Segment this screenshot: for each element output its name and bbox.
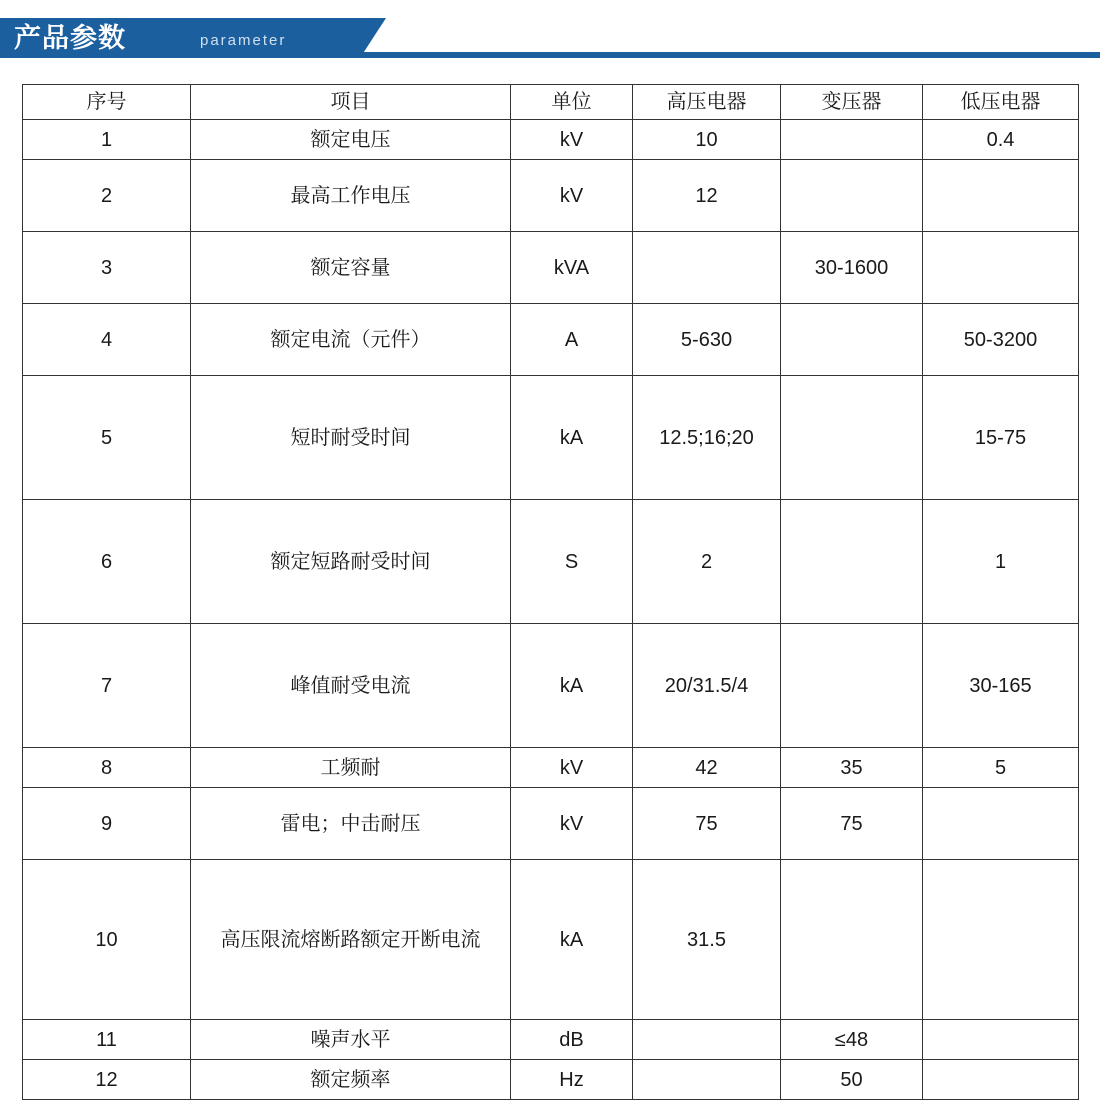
cell-high-voltage: 12 bbox=[633, 160, 781, 232]
cell-high-voltage: 75 bbox=[633, 788, 781, 860]
parameter-table-container bbox=[0, 62, 1100, 1100]
column-header-no: 序号 bbox=[23, 85, 191, 120]
column-header-item: 项目 bbox=[191, 85, 511, 120]
cell-low-voltage bbox=[923, 1060, 1079, 1100]
cell-unit: kV bbox=[511, 120, 633, 160]
cell-item: 高压限流熔断路额定开断电流 bbox=[191, 860, 511, 1020]
cell-unit: kV bbox=[511, 160, 633, 232]
cell-item: 额定频率 bbox=[191, 1060, 511, 1100]
cell-unit: kA bbox=[511, 376, 633, 500]
cell-high-voltage bbox=[633, 232, 781, 304]
table-row bbox=[23, 788, 1079, 860]
cell-item: 额定电流（元件） bbox=[191, 304, 511, 376]
cell-transformer bbox=[781, 376, 923, 500]
cell-high-voltage: 20/31.5/4 bbox=[633, 624, 781, 748]
cell-no: 4 bbox=[23, 304, 191, 376]
cell-no: 11 bbox=[23, 1020, 191, 1060]
table-header bbox=[23, 85, 1079, 120]
table-body bbox=[23, 120, 1079, 1100]
cell-transformer: 50 bbox=[781, 1060, 923, 1100]
cell-item: 噪声水平 bbox=[191, 1020, 511, 1060]
cell-low-voltage: 50-3200 bbox=[923, 304, 1079, 376]
cell-transformer bbox=[781, 860, 923, 1020]
cell-no: 10 bbox=[23, 860, 191, 1020]
cell-low-voltage: 1 bbox=[923, 500, 1079, 624]
table-row bbox=[23, 232, 1079, 304]
cell-transformer: 75 bbox=[781, 788, 923, 860]
cell-no: 3 bbox=[23, 232, 191, 304]
table-row bbox=[23, 500, 1079, 624]
cell-unit: dB bbox=[511, 1020, 633, 1060]
cell-high-voltage: 12.5;16;20 bbox=[633, 376, 781, 500]
cell-transformer: ≤48 bbox=[781, 1020, 923, 1060]
cell-low-voltage bbox=[923, 788, 1079, 860]
cell-transformer bbox=[781, 500, 923, 624]
cell-high-voltage: 2 bbox=[633, 500, 781, 624]
cell-item: 最高工作电压 bbox=[191, 160, 511, 232]
cell-no: 1 bbox=[23, 120, 191, 160]
header-underline bbox=[0, 52, 1100, 58]
cell-unit: kVA bbox=[511, 232, 633, 304]
column-header-high-voltage: 高压电器 bbox=[633, 85, 781, 120]
cell-low-voltage bbox=[923, 160, 1079, 232]
table-row bbox=[23, 624, 1079, 748]
table-row bbox=[23, 748, 1079, 788]
cell-no: 7 bbox=[23, 624, 191, 748]
cell-low-voltage bbox=[923, 860, 1079, 1020]
parameter-table bbox=[22, 84, 1079, 1100]
cell-item: 短时耐受时间 bbox=[191, 376, 511, 500]
cell-low-voltage: 0.4 bbox=[923, 120, 1079, 160]
cell-transformer bbox=[781, 160, 923, 232]
table-row bbox=[23, 304, 1079, 376]
cell-low-voltage bbox=[923, 1020, 1079, 1060]
cell-unit: kA bbox=[511, 860, 633, 1020]
cell-no: 9 bbox=[23, 788, 191, 860]
cell-item: 额定容量 bbox=[191, 232, 511, 304]
column-header-transformer: 变压器 bbox=[781, 85, 923, 120]
cell-unit: Hz bbox=[511, 1060, 633, 1100]
table-row bbox=[23, 860, 1079, 1020]
cell-item: 峰值耐受电流 bbox=[191, 624, 511, 748]
cell-transformer bbox=[781, 624, 923, 748]
cell-low-voltage bbox=[923, 232, 1079, 304]
cell-item: 额定短路耐受时间 bbox=[191, 500, 511, 624]
cell-unit: S bbox=[511, 500, 633, 624]
table-row bbox=[23, 1020, 1079, 1060]
cell-item: 额定电压 bbox=[191, 120, 511, 160]
cell-item: 雷电；中击耐压 bbox=[191, 788, 511, 860]
column-header-unit: 单位 bbox=[511, 85, 633, 120]
cell-transformer bbox=[781, 304, 923, 376]
table-row bbox=[23, 160, 1079, 232]
cell-high-voltage bbox=[633, 1060, 781, 1100]
table-row bbox=[23, 1060, 1079, 1100]
cell-low-voltage: 15-75 bbox=[923, 376, 1079, 500]
page-subtitle: parameter bbox=[200, 32, 287, 49]
cell-no: 8 bbox=[23, 748, 191, 788]
cell-no: 2 bbox=[23, 160, 191, 232]
cell-low-voltage: 5 bbox=[923, 748, 1079, 788]
cell-high-voltage: 10 bbox=[633, 120, 781, 160]
cell-high-voltage: 5-630 bbox=[633, 304, 781, 376]
cell-transformer: 30-1600 bbox=[781, 232, 923, 304]
cell-unit: kV bbox=[511, 748, 633, 788]
page-header bbox=[0, 0, 1100, 62]
cell-high-voltage: 42 bbox=[633, 748, 781, 788]
page-title: 产品参数 bbox=[14, 23, 126, 53]
cell-no: 6 bbox=[23, 500, 191, 624]
table-row bbox=[23, 376, 1079, 500]
cell-transformer bbox=[781, 120, 923, 160]
cell-unit: kV bbox=[511, 788, 633, 860]
cell-high-voltage bbox=[633, 1020, 781, 1060]
cell-unit: A bbox=[511, 304, 633, 376]
cell-item: 工频耐 bbox=[191, 748, 511, 788]
table-row bbox=[23, 120, 1079, 160]
column-header-low-voltage: 低压电器 bbox=[923, 85, 1079, 120]
table-header-row bbox=[23, 85, 1079, 120]
cell-low-voltage: 30-165 bbox=[923, 624, 1079, 748]
cell-transformer: 35 bbox=[781, 748, 923, 788]
cell-high-voltage: 31.5 bbox=[633, 860, 781, 1020]
cell-no: 5 bbox=[23, 376, 191, 500]
cell-unit: kA bbox=[511, 624, 633, 748]
cell-no: 12 bbox=[23, 1060, 191, 1100]
